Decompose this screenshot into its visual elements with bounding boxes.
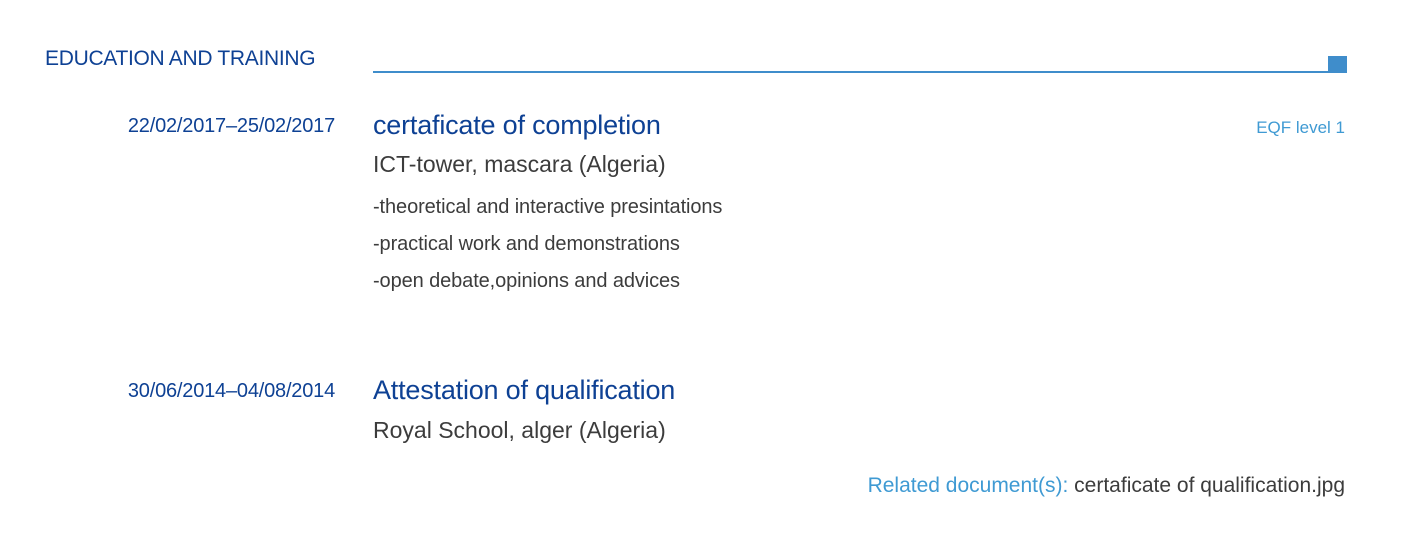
related-documents <box>868 474 1345 498</box>
entry-title: certaficate of completion <box>373 110 661 140</box>
section-divider <box>373 71 1333 73</box>
section-title: EDUCATION AND TRAINING <box>45 47 316 70</box>
section-marker <box>1328 56 1347 73</box>
related-document-link[interactable]: certaficate of qualification.jpg <box>1074 474 1345 497</box>
eqf-level: EQF level 1 <box>1256 118 1345 137</box>
entry-description-line: -theoretical and interactive presintations <box>373 196 723 218</box>
entry-organization: ICT-tower, mascara (Algeria) <box>373 151 666 177</box>
entry-organization: Royal School, alger (Algeria) <box>373 417 666 443</box>
entry-dates: 22/02/2017–25/02/2017 <box>127 115 335 137</box>
entry-description-line: -practical work and demonstrations <box>373 233 680 255</box>
entry-description-line: -open debate,opinions and advices <box>373 270 680 292</box>
entry-title: Attestation of qualification <box>373 375 676 405</box>
related-documents-label: Related document(s): <box>867 474 1069 497</box>
entry-dates: 30/06/2014–04/08/2014 <box>127 380 335 402</box>
